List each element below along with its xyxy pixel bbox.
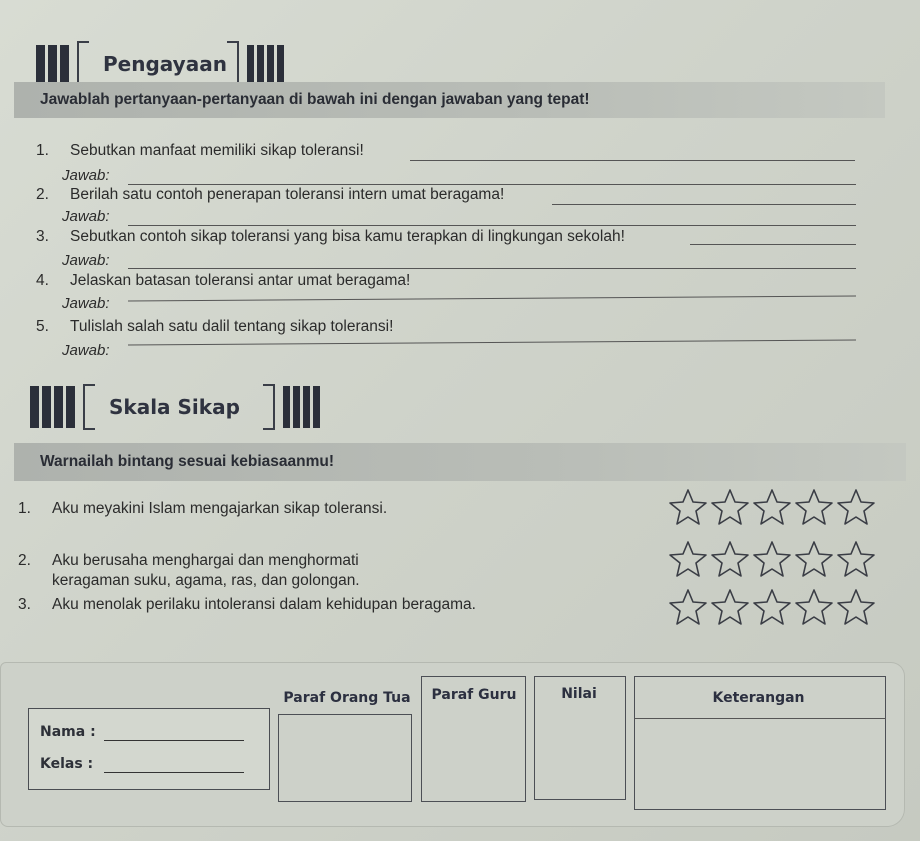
statement-3 — [18, 596, 476, 614]
answer-line-1[interactable] — [128, 184, 856, 185]
question-number: 4. — [36, 272, 49, 289]
star-icon[interactable] — [836, 588, 876, 626]
statement-text: Aku menolak perilaku intoleransi dalam kehidupan beragama. — [52, 596, 476, 613]
nama-line[interactable] — [104, 740, 244, 741]
statement-2-continuation: keragaman suku, agama, ras, dan golongan. — [52, 572, 360, 589]
skala-sikap-instruction: Warnailah bintang sesuai kebiasaanmu! — [14, 443, 906, 481]
paraf-guru-cell[interactable] — [421, 676, 526, 802]
keterangan-header: Keterangan — [712, 690, 805, 706]
answer-line-4[interactable] — [128, 295, 856, 301]
answer-label-5: Jawab: — [62, 342, 110, 359]
star-rating-3[interactable] — [668, 588, 876, 626]
star-icon[interactable] — [836, 540, 876, 578]
keterangan-header-divider — [634, 718, 886, 719]
skala-sikap-title: Skala Sikap — [83, 390, 275, 424]
question-number: 2. — [36, 186, 49, 203]
kelas-label: Kelas : — [40, 756, 94, 772]
star-icon[interactable] — [794, 488, 834, 526]
student-id-box — [28, 708, 270, 790]
answer-label-3: Jawab: — [62, 252, 110, 269]
star-icon[interactable] — [752, 488, 792, 526]
question-5 — [36, 318, 393, 336]
banner-bars-left — [30, 386, 75, 428]
kelas-line[interactable] — [104, 772, 244, 773]
star-icon[interactable] — [836, 488, 876, 526]
skala-sikap-banner — [30, 381, 320, 433]
answer-label-2: Jawab: — [62, 208, 110, 225]
question-text: Berilah satu contoh penerapan toleransi intern umat beragama! — [70, 186, 505, 203]
statement-number: 2. — [18, 552, 31, 569]
statement-1 — [18, 500, 387, 518]
question-1 — [36, 142, 364, 160]
question-number: 1. — [36, 142, 49, 159]
banner-bars-right — [247, 45, 284, 83]
question-text: Sebutkan contoh sikap toleransi yang bisa kamu terapkan di lingkungan sekolah! — [70, 228, 625, 245]
statement-2 — [18, 552, 359, 570]
star-icon[interactable] — [752, 588, 792, 626]
star-icon[interactable] — [710, 488, 750, 526]
question-2-top-line — [552, 204, 856, 205]
star-icon[interactable] — [668, 488, 708, 526]
star-rating-2[interactable] — [668, 540, 876, 578]
star-icon[interactable] — [668, 588, 708, 626]
nama-label: Nama : — [40, 724, 96, 740]
star-icon[interactable] — [794, 588, 834, 626]
question-1-top-line — [410, 160, 855, 161]
statement-text: Aku meyakini Islam mengajarkan sikap toleransi. — [52, 500, 388, 517]
question-4 — [36, 272, 410, 290]
star-rating-1[interactable] — [668, 488, 876, 526]
question-3 — [36, 228, 625, 246]
nilai-header: Nilai — [561, 686, 597, 702]
paraf-orang-tua-cell[interactable] — [278, 714, 412, 802]
paraf-orang-tua-header: Paraf Orang Tua — [283, 690, 411, 706]
question-text: Sebutkan manfaat memiliki sikap toleransi! — [70, 142, 364, 159]
question-number: 5. — [36, 318, 49, 335]
answer-label-4: Jawab: — [62, 295, 110, 312]
answer-line-5[interactable] — [128, 339, 856, 345]
keterangan-cell[interactable] — [634, 676, 886, 810]
question-text: Tulislah salah satu dalil tentang sikap toleransi! — [70, 318, 394, 335]
star-icon[interactable] — [668, 540, 708, 578]
statement-number: 1. — [18, 500, 31, 517]
paraf-guru-header: Paraf Guru — [431, 687, 517, 703]
question-2 — [36, 186, 504, 204]
question-text: Jelaskan batasan toleransi antar umat beragama! — [70, 272, 411, 289]
banner-bars-right — [283, 386, 320, 428]
answer-label-1: Jawab: — [62, 167, 110, 184]
star-icon[interactable] — [752, 540, 792, 578]
pengayaan-instruction: Jawablah pertanyaan-pertanyaan di bawah ini dengan jawaban yang tepat! — [14, 82, 885, 118]
question-number: 3. — [36, 228, 49, 245]
answer-line-3[interactable] — [128, 268, 856, 269]
answer-line-2[interactable] — [128, 225, 856, 226]
pengayaan-title: Pengayaan — [77, 47, 239, 81]
nilai-cell[interactable] — [534, 676, 626, 800]
question-3-top-line — [690, 244, 856, 245]
star-icon[interactable] — [710, 540, 750, 578]
banner-bars-left — [36, 45, 69, 83]
star-icon[interactable] — [794, 540, 834, 578]
statement-number: 3. — [18, 596, 31, 613]
star-icon[interactable] — [710, 588, 750, 626]
statement-text: Aku berusaha menghargai dan menghormati — [52, 552, 359, 569]
